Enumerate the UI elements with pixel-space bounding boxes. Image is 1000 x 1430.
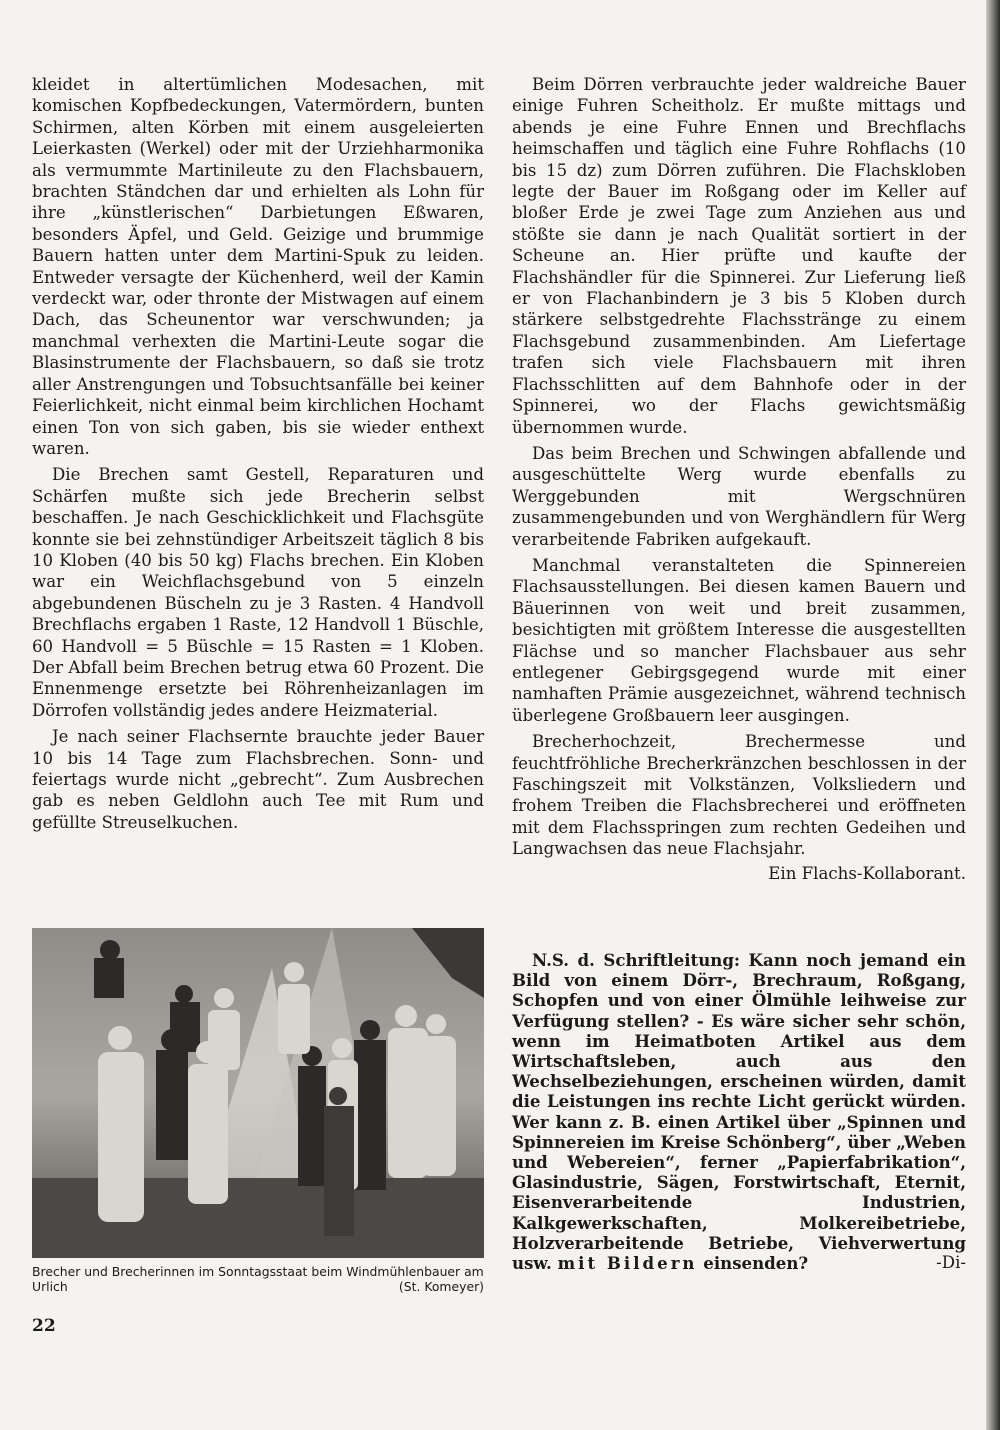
photo-credit: (St. Komeyer)	[398, 1279, 484, 1294]
article-signature: Ein Flachs-Kollaborant.	[768, 863, 966, 883]
right-paragraph-3: Manchmal veranstalteten die Spinnereien Flachsausstellungen. Bei diesen kamen Bauern und Bäuerinnen von weit und breit zusammen, besichtigten mit größtem Interesse die ausgestellten Flächse und so mancher Flachsbauer aus sehr entlegener Gebirgsgegend wurde mit einer namhaften Prämie ausgezeichnet, während technisch überlegene Großbauern leer ausgingen.	[512, 555, 966, 725]
left-text-column	[32, 74, 484, 833]
right-paragraph-2: Das beim Brechen und Schwingen abfallende und ausgeschüttelte Werg wurde ebenfalls zu Werggebunden mit Wergschnüren zusammengebunden und von Werghändlern für Werg verarbeitende Fabriken aufgekauft.	[512, 443, 966, 549]
group-photo-image	[32, 928, 484, 1258]
editor-note-end: einsenden?	[703, 1253, 809, 1274]
right-paragraph-4: Brecherhochzeit, Brechermesse und feuchtfröhliche Brecherkränzchen beschlossen in der Faschingszeit mit Volkstänzen, Volksliedern und frohem Treiben die Flachsbrecherei und eröffneten mit dem Flachsspringen zum rechten Gedeihen und Langwachsen das neue Flachsjahr.	[512, 732, 966, 859]
left-paragraph-3: Je nach seiner Flachsernte brauchte jeder Bauer 10 bis 14 Tage zum Flachsbrechen. Sonn- und feiertags wurde nicht „gebrecht“. Zum Ausbrechen gab es neben Geldlohn auch Tee mit Rum und gefüllte Streuselkuchen.	[32, 727, 484, 832]
page-edge-shadow	[986, 0, 1000, 1430]
page-number: 22	[32, 1316, 56, 1336]
editor-note-text: N.S. d. Schriftleitung: Kann noch jemand ein Bild von einem Dörr-, Brechraum, Roßgang, Schopfen und von einer Ölmühle leihweise zur Verfügung stellen? - Es wäre sicher sehr schön, wenn im Heimatboten Artikel aus dem Wirtschaftsleben, auch aus den Wechselbeziehungen, erscheinen würden, damit die Leistungen ins rechte Licht gerückt würden. Wer kann z. B. einen Artikel über „Spinnen und Spinnereien im Kreise Schönberg“, über „Weben und Webereien“, ferner „Papierfabrikation“, Glasindustrie, Sägen, Forstwirtschaft, Eternit, Eisenverarbeitende Industrien, Kalkgewerkschaften, Molkereibetriebe, Holzverarbeitende Betriebe, Viehverwertung usw.	[512, 950, 966, 1274]
photo-caption-text: Brecher und Brecherinnen im Sonntagsstaat beim Windmühlenbauer am Urlich	[32, 1264, 484, 1294]
left-paragraph-1: kleidet in altertümlichen Modesachen, mit komischen Kopfbedeckungen, Vatermördern, bunten Schirmen, alten Körben mit einem ausgeleierten Leierkasten (Werkel) oder mit der Urziehharmonika als vermummte Martinileute zu den Flachsbauern, brachten Ständchen dar und erhielten als Lohn für ihre „künstlerischen“ Darbietungen Eßwaren, besonders Äpfel, und Geld. Geizige und brummige Bauern hatten unter dem Martini-Spuk zu leiden. Entweder versagte der Küchenherd, weil der Kamin verdeckt war, oder thronte der Mistwagen auf einem Dach, das Scheunentor war verschwunden; ja manchmal verhexten die Martini-Leute sogar die Blasinstrumente der Flachsbauern, so daß sie trotz aller Anstrengungen und Tobsuchtsanfälle bei keiner Feierlichkeit, nicht einmal beim kirchlichen Hochamt einen Ton von sich gaben, bis sie wieder enthext waren.	[32, 75, 484, 458]
editor-note	[512, 950, 966, 1273]
group-photo	[32, 928, 484, 1258]
left-paragraph-2: Die Brechen samt Gestell, Reparaturen und Schärfen mußte sich jede Brecherin selbst beschaffen. Je nach Geschicklichkeit und Flachsgüte konnte sie bei zehnstündiger Arbeitszeit täglich 8 bis 10 Kloben (40 bis 50 kg) Flachs brechen. Ein Kloben war ein Weichflachsgebund von 5 einzeln abgebundenen Büscheln zu je 3 Rasten. 4 Handvoll Brechflachs ergaben 1 Raste, 12 Handvoll 1 Büschle, 60 Handvoll = 5 Büschle = 15 Rasten = 1 Kloben. Der Abfall beim Brechen betrug etwa 60 Prozent. Die Ennenmenge ersetzte bei Röhrenheizanlagen im Dörrofen vollständig jedes andere Heizmaterial.	[32, 465, 484, 720]
right-text-column	[512, 74, 966, 884]
photo-caption	[32, 1264, 484, 1294]
editor-note-spaced-phrase: mit Bildern	[557, 1253, 698, 1274]
editor-note-signature: -Di-	[936, 1253, 966, 1273]
right-paragraph-1: Beim Dörren verbrauchte jeder waldreiche Bauer einige Fuhren Scheitholz. Er mußte mittags und abends je eine Fuhre Ennen und Brechflachs heimschaffen und täglich eine Fuhre Rohflachs (10 bis 15 dz) zum Dörren zuführen. Die Flachskloben legte der Bauer im Roßgang oder im Keller auf bloßer Erde je zwei Tage zum Anziehen aus und stößte sie dann je nach Qualität sortiert in der Scheune an. Hier prüfte und kaufte der Flachshändler für die Spinnerei. Zur Lieferung ließ er von Flachanbindern je 3 bis 5 Kloben durch stärkere selbstgedrehte Flachsstränge zu einem Flachsgebund zusammenbinden. Am Liefertage trafen sich viele Flachsbauern mit ihren Flachsschlitten auf dem Bahnhofe oder in der Spinnerei, wo der Flachs gewichtsmäßig übernommen wurde.	[512, 75, 966, 437]
